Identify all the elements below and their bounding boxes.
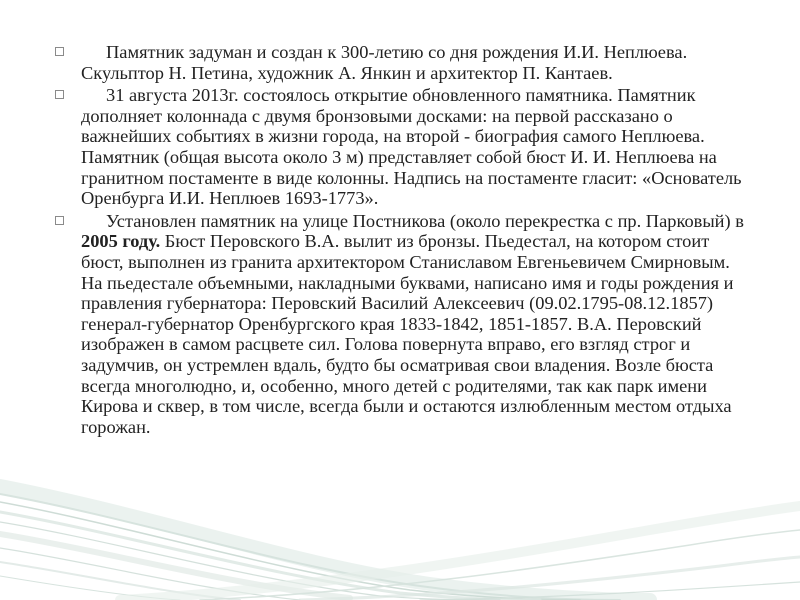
- paragraph-1: [55, 42, 745, 83]
- text-body: [55, 42, 745, 439]
- bullet-icon: [55, 90, 64, 99]
- paragraph-text-end: Бюст Перовского В.А. вылит из бронзы. Пьедестал, на котором стоит бюст, выполнен из гранита архитектором Станиславом Евгеньевичем Смирновым. На пьедестале объемными, накладными буквами, написано имя и годы рождения и правления губернатора: Перовский Василий Алексеевич (09.02.1795-08.12.1857) генерал-губернатор Оренбургского края 1833-1842, 1851-1857. В.А. Перовский изображен в самом расцвете сил. Голова повернута вправо, его взгляд строг и задумчив, он устремлен вдаль, будто бы осматривая свои владения. Возле бюста всегда многолюдно, и, особенно, много детей с родителями, так как парк имени Кирова и сквер, в том числе, всегда были и остаются излюбленным местом отдыха горожан.: [81, 231, 734, 437]
- paragraph-text-start: Установлен памятник на улице Постникова (около перекрестка с пр. Парковый) в: [106, 210, 744, 231]
- paragraph-text: Памятник задуман и создан к 300-летию со дня рождения И.И. Неплюева. Скульптор Н. Петина, художник А. Янкин и архитектор П. Кантаев.: [81, 42, 688, 83]
- highlighted-year: 2005 году.: [81, 231, 161, 252]
- bullet-icon: [55, 216, 64, 225]
- paragraph-2: [55, 85, 745, 209]
- bullet-icon: [55, 47, 64, 56]
- paragraph-3: [55, 211, 745, 438]
- paragraph-text: 31 августа 2013г. состоялось открытие обновленного памятника. Памятник дополняет колоннада с двумя бронзовыми досками: на первой рассказано о важнейших событиях в жизни города, на второй - биография самого Неплюева. Памятник (общая высота около 3 м) представляет собой бюст И. И. Неплюева на гранитном постаменте в виде колонны. Надпись на постаменте гласит: «Основатель Оренбурга И.И. Неплюев 1693-1773».: [81, 85, 742, 209]
